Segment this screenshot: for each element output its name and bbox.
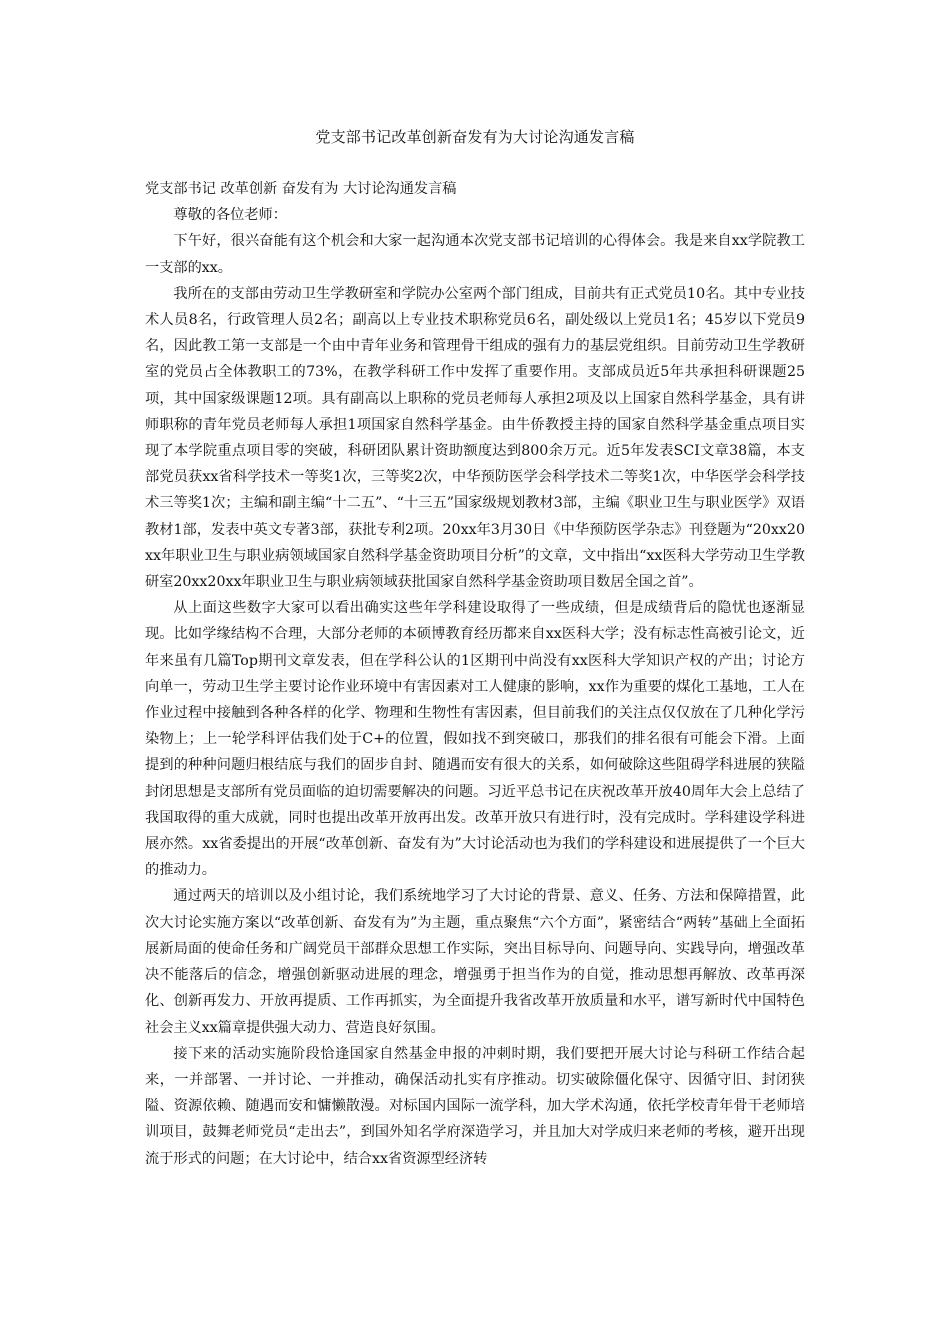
paragraph-greeting: 下午好，很兴奋能有这个机会和大家一起沟通本次党支部书记培训的心得体会。我是来自xx学院教工一支部的xx。 (145, 233, 805, 276)
document-subtitle: 党支部书记 改革创新 奋发有为 大讨论沟通发言稿 (145, 181, 457, 197)
salutation: 尊敬的各位老师： (173, 207, 287, 224)
document-body (145, 176, 805, 1172)
paragraph-training: 通过两天的培训以及小组讨论，我们系统地学习了大讨论的背景、意义、任务、方法和保障措置，此次大讨论实施方案以“改革创新、奋发有为”为主题，重点聚焦“六个方面”，紧密结合“两转”基础上全面拓展新局面的使命任务和广阔党员干部群众思想工作实际，突出目标导向、问题导向、实践导向，增强改革决不能落后的信念，增强创新驱动进展的理念，增强勇于担当作为的自觉，推动思想再解放、改革再深化、创新再发力、开放再提质、工作再抓实，为全面提升我省改革开放质量和水平，谱写新时代中国特色社会主义xx篇章提供强大动力、营造良好氛围。 (145, 888, 805, 1036)
document-title: 党支部书记改革创新奋发有为大讨论沟通发言稿 (315, 128, 635, 146)
paragraph-branch-overview: 我所在的支部由劳动卫生学教研室和学院办公室两个部门组成，目前共有正式党员10名。其中专业技术人员8名，行政管理人员2名；副高以上专业技术职称党员6名，副处级以上党员1名；45岁以下党员9名，因此教工第一支部是一个由中青年业务和管理骨干组成的强有力的基层党组织。目前劳动卫生学教研室的党员占全体教职工的73%，在教学科研工作中发挥了重要作用。支部成员近5年共承担科研课题25项，其中国家级课题12项。具有副高以上职称的党员老师每人承担2项及以上国家自然科学基金，具有讲师职称的青年党员老师每人承担1项国家自然科学基金。由牛侨教授主持的国家自然科学基金重点项目实现了本学院重点项目零的突破，科研团队累计资助额度达到800余万元。近5年发表SCI文章38篇，本支部党员获xx省科学技术一等奖1次，三等奖2次，中华预防医学会科学技术二等奖1次，中华医学会科学技术三等奖1次；主编和副主编“十二五”、“十三五”国家级规划教材3部，主编《职业卫生与职业医学》双语教材1部，发表中英文专著3部，获批专利2项。20xx年3月30日《中华预防医学杂志》刊登题为“20xx20xx年职业卫生与职业病领域国家自然科学基金资助项目分析”的文章，文中指出“xx医科大学劳动卫生学教研室20xx20xx年职业卫生与职业病领域获批国家自然科学基金资助项目数居全国之首”。 (145, 285, 805, 591)
paragraph-problems: 从上面这些数字大家可以看出确实这些年学科建设取得了一些成绩，但是成绩背后的隐忧也逐渐显现。比如学缘结构不合理，大部分老师的本硕博教育经历都来自xx医科大学；没有标志性高被引论文，近年来虽有几篇Top期刊文章发表，但在学科公认的1区期刊中尚没有xx医科大学知识产权的产出；讨论方向单一，劳动卫生学主要讨论作业环境中有害因素对工人健康的影响，xx作为重要的煤化工基地，工人在作业过程中接触到各种各样的化学、物理和生物性有害因素，但目前我们的关注点仅仅放在了几种化学污染物上；上一轮学科评估我们处于C+的位置，假如找不到突破口，那我们的排名很有可能会下滑。上面提到的种种问题归根结底与我们的固步自封、随遇而安有很大的关系，如何破除这些阻碍学科进展的狭隘封闭思想是支部所有党员面临的迫切需要解决的问题。习近平总书记在庆祝改革开放40周年大会上总结了我国取得的重大成就，同时也提出改革开放再出发。改革开放只有进行时，没有完成时。学科建设学科进展亦然。xx省委提出的开展“改革创新、奋发有为”大讨论活动也为我们的学科建设和进展提供了一个巨大的推动力。 (145, 600, 805, 879)
paragraph-next-steps: 接下来的活动实施阶段恰逢国家自然基金申报的冲刺时期，我们要把开展大讨论与科研工作结合起来，一并部署、一并讨论、一并推动，确保活动扎实有序推动。切实破除僵化保守、因循守旧、封闭狭隘、资源依赖、随遇而安和慵懒散漫。对标国内国际一流学科，加大学术沟通，依托学校青年骨干老师培训项目，鼓舞老师党员“走出去”，到国外知名学府深造学习，并且加大对学成归来老师的考核，避开出现流于形式的问题；在大讨论中，结合xx省资源型经济转 (145, 1045, 805, 1167)
